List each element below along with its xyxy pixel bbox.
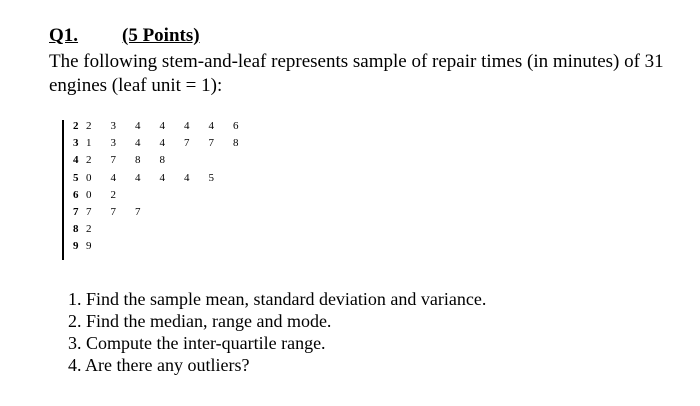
points-label: (5 Points) (122, 25, 200, 46)
leaf-value: 7 (208, 137, 214, 150)
task-list (68, 288, 486, 376)
leaf-value: 4 (110, 171, 116, 184)
leaf-value: 4 (184, 120, 190, 132)
leaf-value: 5 (208, 171, 214, 184)
question-header (49, 25, 200, 47)
stem-value: 5 (73, 171, 79, 184)
stem-leaf-row (62, 170, 262, 186)
stem-value: 3 (73, 137, 79, 150)
leaf-value: 2 (86, 120, 92, 132)
leaf-value: 4 (135, 137, 141, 150)
stem-value: 6 (73, 188, 79, 201)
leaf-value: 2 (110, 188, 116, 201)
leaf-value: 3 (110, 137, 116, 150)
leaf-value: 4 (159, 137, 165, 150)
stem-value: 2 (73, 120, 79, 132)
task-item-mean-sd-variance: 1. Find the sample mean, standard deviation and variance. (68, 289, 487, 309)
leaf-value: 7 (184, 137, 190, 150)
leaf-value: 9 (86, 240, 92, 253)
stem-leaf-row (62, 118, 262, 134)
stem-value: 8 (73, 223, 79, 236)
leaf-value: 8 (159, 154, 165, 167)
stem-value: 9 (73, 240, 79, 253)
leaf-value: 4 (208, 120, 214, 132)
leaf-value: 8 (135, 154, 141, 167)
question-intro: The following stem-and-leaf represents sample of repair times (in minutes) of 31 engines (leaf unit = 1): (49, 51, 664, 96)
stem-value: 4 (73, 154, 79, 167)
leaf-value: 4 (159, 171, 165, 184)
leaf-value: 4 (135, 120, 141, 132)
leaf-value: 3 (110, 120, 116, 132)
stem-leaf-row (62, 135, 262, 151)
stem-value: 7 (73, 206, 79, 218)
leaf-value: 8 (233, 137, 239, 150)
task-item-outliers: 4. Are there any outliers? (68, 355, 250, 375)
leaf-value: 7 (86, 206, 92, 218)
stem-leaf-row (62, 152, 262, 168)
task-item-median-range-mode: 2. Find the median, range and mode. (68, 311, 332, 331)
stem-and-leaf-display (62, 118, 272, 260)
stem-leaf-row (62, 238, 262, 254)
leaf-value: 7 (110, 154, 116, 167)
question-number: Q1. (49, 25, 79, 46)
leaf-value: 2 (86, 223, 92, 236)
task-item-iqr: 3. Compute the inter-quartile range. (68, 333, 326, 353)
leaf-value: 1 (86, 137, 92, 150)
leaf-value: 0 (86, 171, 92, 184)
leaf-value: 0 (86, 188, 92, 201)
leaf-value: 4 (135, 171, 141, 184)
leaf-value: 7 (110, 206, 116, 218)
leaf-value: 4 (159, 120, 165, 132)
leaf-value: 6 (233, 120, 239, 132)
stem-leaf-row (62, 187, 262, 203)
leaf-value: 2 (86, 154, 92, 167)
leaf-value: 4 (184, 171, 190, 184)
stem-leaf-row (62, 204, 262, 220)
leaf-value: 7 (135, 206, 141, 218)
stem-leaf-row (62, 221, 262, 237)
